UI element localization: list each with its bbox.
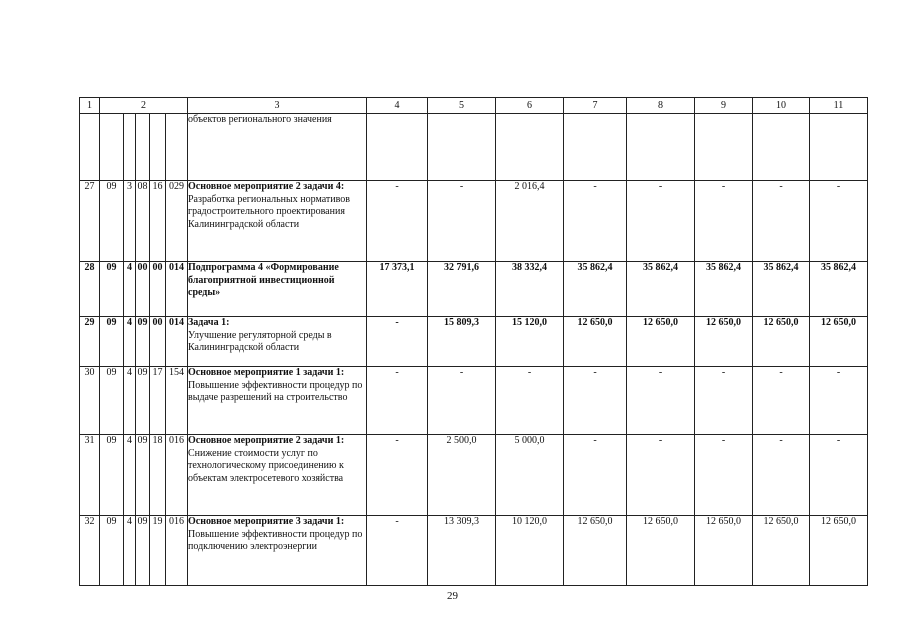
header-cell: 3 [188,98,367,114]
header-cell: 2 [100,98,188,114]
value-cell: 15 120,0 [496,317,564,367]
code-cell: 016 [166,516,188,586]
code-cell: 16 [150,181,166,262]
code-cell: 00 [136,262,150,317]
value-cell: 38 332,4 [496,262,564,317]
value-cell: 35 862,4 [627,262,695,317]
value-cell: - [627,181,695,262]
table-row [80,317,868,367]
description-text: Повышение эффективности процедур по выдаче разрешений на строительство [188,379,363,403]
code-cell: 09 [136,435,150,516]
description-cell [188,516,367,586]
row-number: 30 [80,367,100,435]
code-cell: 00 [150,317,166,367]
value-cell: - [695,181,753,262]
code-cell: 09 [136,516,150,586]
description-text: Повышение эффективности процедур по подключению электроэнергии [188,528,363,552]
value-cell: - [428,181,496,262]
value-cell: 5 000,0 [496,435,564,516]
code-cell: 19 [150,516,166,586]
code-cell: 08 [136,181,150,262]
code-cell: 00 [150,262,166,317]
value-cell: 12 650,0 [810,516,868,586]
value-cell: - [753,435,810,516]
value-cell: 15 809,3 [428,317,496,367]
description-heading: Задача 1: [188,317,230,328]
header-cell: 11 [810,98,868,114]
value-cell: - [367,516,428,586]
code-cell: 4 [124,317,136,367]
description-cell [188,262,367,317]
value-cell: 13 309,3 [428,516,496,586]
code-cell: 09 [100,435,124,516]
description-text: Разработка региональных нормативов градостроительного проектирования Калининградской области [188,193,350,230]
value-cell: 12 650,0 [695,516,753,586]
table-row [80,367,868,435]
value-cell: 12 650,0 [695,317,753,367]
value-cell: - [810,435,868,516]
continuation-text: объектов регионального значения [188,114,367,181]
value-cell: 32 791,6 [428,262,496,317]
table-row [80,181,868,262]
code-cell: 014 [166,317,188,367]
description-heading: Подпрограмма 4 «Формирование благоприятной инвестиционной среды» [188,262,339,298]
code-cell: 3 [124,181,136,262]
code-cell: 18 [150,435,166,516]
code-cell: 09 [136,317,150,367]
value-cell: 12 650,0 [753,516,810,586]
description-cell [188,435,367,516]
header-cell: 4 [367,98,428,114]
description-heading: Основное мероприятие 3 задачи 1: [188,516,345,527]
row-number: 32 [80,516,100,586]
header-cell: 7 [564,98,627,114]
code-cell: 09 [136,367,150,435]
description-text: Снижение стоимости услуг по технологическому присоединению к объектам электросетевого хозяйства [188,447,344,484]
code-cell: 4 [124,516,136,586]
header-cell: 1 [80,98,100,114]
header-cell: 5 [428,98,496,114]
continuation-row [80,114,868,181]
row-number: 28 [80,262,100,317]
code-cell: 09 [100,367,124,435]
table-header-row [80,98,868,114]
code-cell: 09 [100,516,124,586]
value-cell: - [428,367,496,435]
value-cell: - [496,367,564,435]
code-cell: 029 [166,181,188,262]
code-cell: 4 [124,262,136,317]
value-cell: 35 862,4 [753,262,810,317]
value-cell: - [367,435,428,516]
value-cell: - [627,367,695,435]
value-cell: - [695,435,753,516]
header-cell: 9 [695,98,753,114]
value-cell: - [753,181,810,262]
description-heading: Основное мероприятие 2 задачи 1: [188,435,345,446]
value-cell: 12 650,0 [564,317,627,367]
value-cell: - [695,367,753,435]
value-cell: - [564,367,627,435]
code-cell: 4 [124,367,136,435]
header-cell: 10 [753,98,810,114]
value-cell: - [627,435,695,516]
value-cell: - [810,367,868,435]
value-cell: 2 016,4 [496,181,564,262]
value-cell: 12 650,0 [810,317,868,367]
description-cell [188,367,367,435]
value-cell: - [564,181,627,262]
code-cell: 016 [166,435,188,516]
table-row [80,435,868,516]
value-cell: 35 862,4 [564,262,627,317]
value-cell: 2 500,0 [428,435,496,516]
description-text: Улучшение регуляторной среды в Калининградской области [188,329,332,353]
value-cell: - [367,317,428,367]
value-cell: 12 650,0 [627,516,695,586]
code-cell: 4 [124,435,136,516]
value-cell: - [367,367,428,435]
header-cell: 6 [496,98,564,114]
value-cell: - [367,181,428,262]
header-cell: 8 [627,98,695,114]
value-cell: - [810,181,868,262]
value-cell: 35 862,4 [695,262,753,317]
budget-table [79,97,868,586]
code-cell: 09 [100,262,124,317]
row-number: 29 [80,317,100,367]
description-heading: Основное мероприятие 1 задачи 1: [188,367,345,378]
row-number: 27 [80,181,100,262]
value-cell: 12 650,0 [627,317,695,367]
description-heading: Основное мероприятие 2 задачи 4: [188,181,345,192]
value-cell: 12 650,0 [564,516,627,586]
value-cell: 17 373,1 [367,262,428,317]
value-cell: 35 862,4 [810,262,868,317]
value-cell: - [564,435,627,516]
description-cell [188,181,367,262]
page-number: 29 [447,590,458,602]
table-row [80,516,868,586]
value-cell: 10 120,0 [496,516,564,586]
table-row [80,262,868,317]
code-cell: 154 [166,367,188,435]
code-cell: 09 [100,181,124,262]
row-number: 31 [80,435,100,516]
code-cell: 09 [100,317,124,367]
value-cell: 12 650,0 [753,317,810,367]
value-cell: - [753,367,810,435]
code-cell: 014 [166,262,188,317]
description-cell [188,317,367,367]
code-cell: 17 [150,367,166,435]
